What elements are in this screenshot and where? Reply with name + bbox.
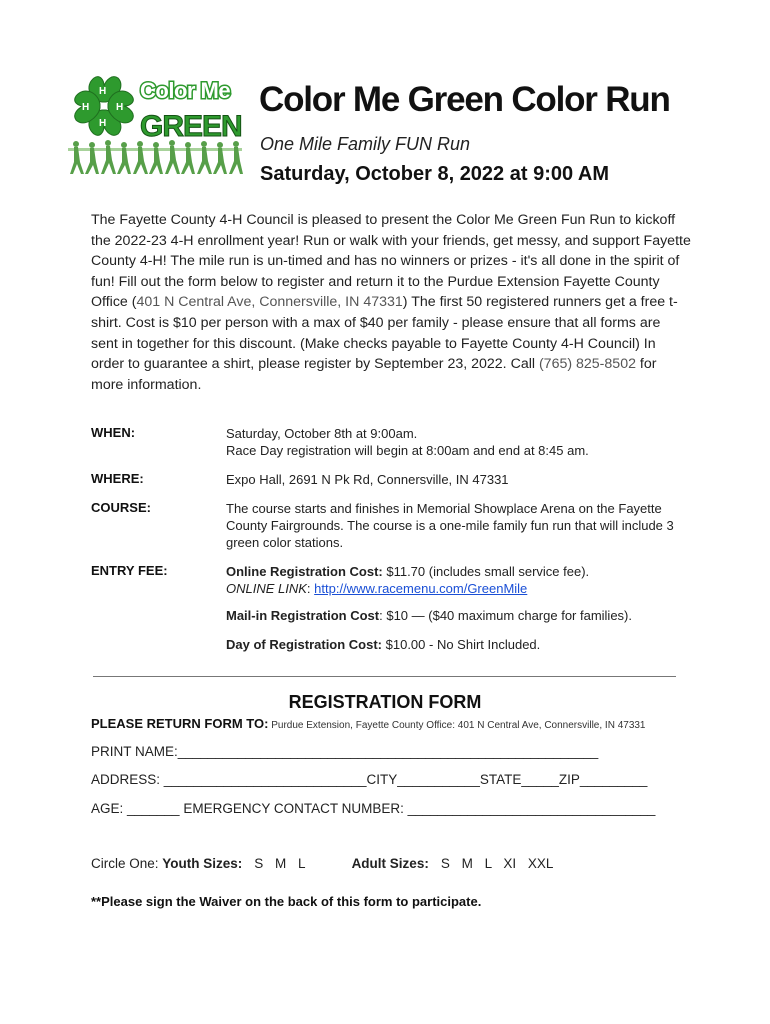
office-address: 401 N Central Ave, Connersville, IN 47331	[136, 294, 403, 311]
return-form-address: Purdue Extension, Fayette County Office: 401 N Central Ave, Connersville, IN 47331	[268, 720, 646, 731]
intro-text-3: for more information.	[91, 356, 657, 393]
svg-text:H: H	[82, 102, 90, 113]
page-subtitle: One Mile Family FUN Run	[260, 134, 471, 154]
mail-in-registration	[226, 607, 691, 624]
day-cost-label: Day of Registration Cost:	[226, 637, 383, 652]
where-row	[91, 471, 691, 488]
mail-cost-label: Mail-in Registration Cost	[226, 608, 380, 623]
registration-form-title-text: REGISTRATION FORM	[288, 692, 482, 712]
svg-text:H: H	[99, 86, 107, 97]
print-name-field[interactable]: PRINT NAME:________________________________________________________	[91, 744, 599, 759]
online-cost-value: $11.70 (includes small service fee).	[382, 564, 590, 579]
circle-one-label: Circle One:	[91, 856, 163, 871]
youth-size-options[interactable]: S M L	[254, 856, 306, 871]
return-form-label: PLEASE RETURN FORM TO:	[91, 716, 269, 731]
color-me-green-logo	[66, 70, 244, 182]
entry-fee-row	[91, 563, 691, 653]
svg-text:H: H	[116, 102, 124, 113]
event-date: Saturday, October 8, 2022 at 9:00 AM	[260, 163, 610, 185]
day-cost-value: $10.00 - No Shirt Included.	[382, 637, 541, 652]
online-registration-link[interactable]: http://www.racemenu.com/GreenMile	[314, 581, 528, 596]
course-row	[91, 500, 691, 551]
intro-paragraph	[91, 210, 691, 395]
when-label: WHEN:	[91, 425, 136, 440]
phone-number: (765) 825-8502	[538, 356, 636, 373]
online-cost-label: Online Registration Cost:	[226, 564, 383, 579]
logo-text-top: Color Me	[140, 78, 231, 103]
when-value	[226, 425, 691, 459]
event-details	[91, 425, 691, 665]
page-title: Color Me Green Color Run	[259, 80, 670, 119]
adult-sizes-label: Adult Sizes:	[351, 856, 429, 871]
day-of-registration	[226, 636, 691, 653]
course-value: The course starts and finishes in Memorial Showplace Arena on the Fayette County Fairgrounds. The course is a one-mile family fun run that will include 3 green color stations.	[226, 501, 674, 550]
logo-text-bottom: GREEN	[140, 110, 242, 143]
adult-size-options[interactable]: S M L XI XXL	[440, 856, 554, 871]
where-value: Expo Hall, 2691 N Pk Rd, Connersville, IN 47331	[226, 472, 509, 487]
svg-text:H: H	[99, 118, 107, 129]
entry-fee-label: ENTRY FEE:	[91, 563, 168, 578]
course-label: COURSE:	[91, 500, 151, 515]
mail-cost-value: : $10 — ($40 maximum charge for families).	[379, 608, 632, 623]
intro-text-1: The Fayette County 4-H Council is pleased to present the Color Me Green Fun Run to kickoff the 2022-23 4-H enrollment year! Run or walk with your friends, get messy, and support Fayette County 4-H! The mile run is un-timed and has no winners or prizes - it's all done in the spirit of fun! Fill out the form below to register and return it to the Purdue Extension Fayette County Office (	[91, 212, 691, 311]
entry-fee-value	[226, 563, 691, 653]
when-row	[91, 425, 691, 459]
four-leaf-clover-icon	[75, 77, 134, 136]
registration-form-title	[0, 692, 770, 713]
intro-text-2: ) The first 50 registered runners get a free t-shirt. Cost is $10 per person with a max of $40 per family - please ensure that all forms are sent in together for this discount. (Make checks payable to Fayette County 4-H Council) In order to guarantee a shirt, please register by September 23, 2022. Call	[91, 294, 678, 373]
address-field[interactable]: ADDRESS: ___________________________CITY___________STATE_____ZIP_________	[91, 772, 648, 787]
section-divider	[93, 676, 676, 677]
runners-silhouette-icon	[68, 140, 243, 174]
online-registration	[226, 563, 691, 597]
waiver-notice: **Please sign the Waiver on the back of this form to participate.	[91, 894, 482, 909]
online-link-sep: :	[306, 581, 315, 596]
where-label: WHERE:	[91, 471, 144, 486]
youth-sizes-label: Youth Sizes:	[162, 856, 243, 871]
return-form-line	[91, 716, 646, 731]
age-emergency-field[interactable]: AGE: _______ EMERGENCY CONTACT NUMBER: _________________________________	[91, 801, 656, 816]
when-line-2: Race Day registration will begin at 8:00am and end at 8:45 am.	[226, 443, 589, 458]
online-link-label: ONLINE LINK	[226, 581, 307, 596]
shirt-size-selection	[91, 856, 553, 871]
when-line-1: Saturday, October 8th at 9:00am.	[226, 426, 418, 441]
